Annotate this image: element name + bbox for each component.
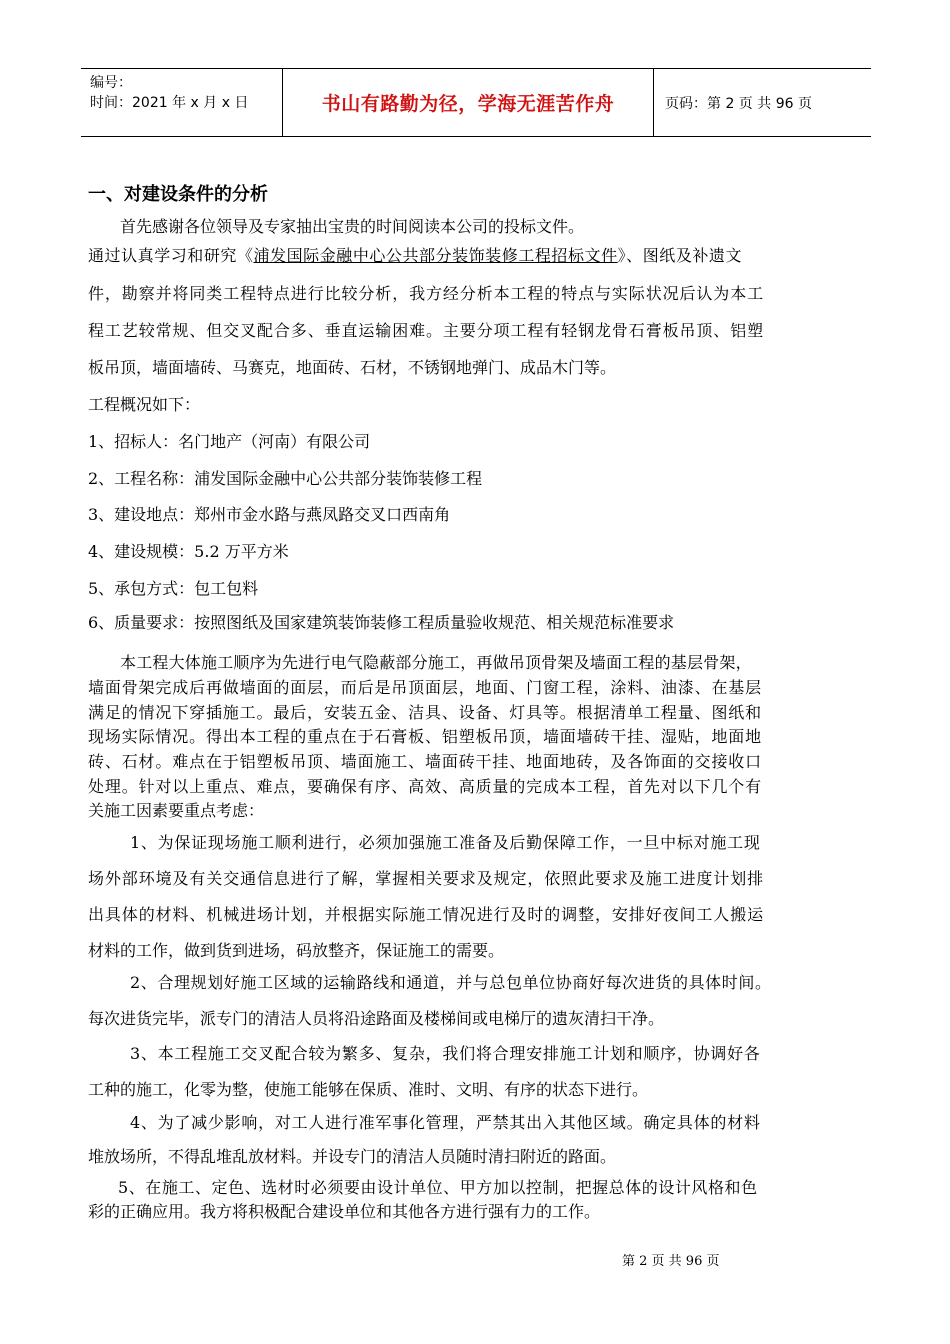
paragraph-line: 每次进货完毕，派专门的清洁人员将沿途路面及楼梯间或电梯厅的遗灰清扫干净。 xyxy=(88,1009,665,1028)
document-number-label: 编号： xyxy=(90,75,132,91)
paragraph-line: 满足的情况下穿插施工。最后，安装五金、洁具、设备、灯具等。根据清单工程量、图纸和 xyxy=(88,703,763,722)
paragraph-line: 出具体的材料、机械进场计划，并根据实际施工情况进行及时的调整，安排好夜间工人搬运 xyxy=(88,905,765,924)
overview-item: 3、建设地点：郑州市金水路与燕凤路交叉口西南角 xyxy=(88,505,451,524)
overview-item: 1、招标人：名门地产（河南）有限公司 xyxy=(88,432,371,451)
document-header xyxy=(81,68,871,137)
header-page-info: 页码：第 2 页 共 96 页 xyxy=(665,95,812,112)
paragraph-line: 关施工因素要重点考虑： xyxy=(88,801,265,820)
paragraph-line: 墙面骨架完成后再做墙面的面层，而后是吊顶面层，地面、门窗工程，涂料、油漆、在基层 xyxy=(88,678,763,697)
paragraph-line: 2、合理规划好施工区域的运输路线和通道，并与总包单位协商好每次进货的具体时间。 xyxy=(130,973,772,992)
paragraph-line: 砖、石材。难点在于铝塑板吊顶、墙面施工、墙面砖干挂、地面地砖，及各饰面的交接收口 xyxy=(88,752,763,771)
overview-item: 2、工程名称：浦发国际金融中心公共部分装饰装修工程 xyxy=(88,469,483,488)
paragraph-line: 3、本工程施工交叉配合较为繁多、复杂，我们将合理安排施工计划和顺序，协调好各 xyxy=(130,1044,761,1063)
paragraph-line: 材料的工作，做到货到进场，码放整齐，保证施工的需要。 xyxy=(88,941,505,960)
paragraph-line: 现场实际情况。得出本工程的重点在于石膏板、铝塑板吊顶，墙面墙砖干挂、湿贴，地面地 xyxy=(88,727,763,746)
overview-item: 4、建设规模：5.2 万平方米 xyxy=(88,542,289,561)
paragraph-line: 件，勘察并将同类工程特点进行比较分析，我方经分析本工程的特点与实际状况后认为本工 xyxy=(88,284,765,303)
header-motto: 书山有路勤为径，学海无涯苦作舟 xyxy=(283,69,654,136)
paragraph-line: 堆放场所，不得乱堆乱放材料。并设专门的清洁人员随时清扫附近的路面。 xyxy=(88,1147,617,1166)
paragraph-line: 1、为保证现场施工顺利进行，必须加强施工准备及后勤保障工作，一旦中标对施工现 xyxy=(130,833,761,852)
tender-document-title: 浦发国际金融中心公共部分装饰装修工程招标文件 xyxy=(253,246,618,265)
paragraph-line: 处理。针对以上重点、难点，要确保有序、高效、高质量的完成本工程，首先对以下几个有 xyxy=(88,777,763,796)
overview-item: 5、承包方式：包工包料 xyxy=(88,579,259,598)
overview-title: 工程概况如下： xyxy=(88,395,201,414)
intro-paragraph: 首先感谢各位领导及专家抽出宝贵的时间阅读本公司的投标文件。 xyxy=(120,217,585,236)
paragraph-line: 5、在施工、定色、选材时必须要由设计单位、甲方加以控制，把握总体的设计风格和色 xyxy=(118,1178,758,1197)
section-title: 一、对建设条件的分析 xyxy=(88,184,268,205)
page-footer: 第 2 页 共 96 页 xyxy=(622,1254,720,1269)
paragraph-line: 程工艺较常规、但交叉配合多、垂直运输困难。主要分项工程有轻钢龙骨石膏板吊顶、铝塑 xyxy=(88,321,765,340)
document-time-label: 时间：2021 年 x 月 x 日 xyxy=(90,95,249,111)
paragraph-line: 板吊顶，墙面墙砖、马赛克，地面砖、石材，不锈钢地弹门、成品木门等。 xyxy=(88,358,617,377)
paragraph-line: 4、为了减少影响，对工人进行准军事化管理，严禁其出入其他区域。确定具体的材料 xyxy=(130,1113,761,1132)
paragraph-line: 场外部环境及有关交通信息进行了解，掌握相关要求及规定，依照此要求及施工进度计划排 xyxy=(88,869,765,888)
text-fragment: 通过认真学习和研究《 xyxy=(88,246,254,265)
paragraph-line: 彩的正确应用。我方将积极配合建设单位和其他各方进行强有力的工作。 xyxy=(88,1202,601,1221)
paragraph-line: 本工程大体施工顺序为先进行电气隐蔽部分施工，再做吊顶骨架及墙面工程的基层骨架， xyxy=(120,653,752,672)
overview-item: 6、质量要求：按照图纸及国家建筑装饰装修工程质量验收规范、相关规范标准要求 xyxy=(88,613,675,632)
header-meta-cell xyxy=(81,69,283,136)
paragraph-line xyxy=(88,243,742,266)
text-fragment: 》、图纸及补遗文 xyxy=(617,246,743,265)
paragraph-line: 工种的施工，化零为整，使施工能够在保质、准时、文明、有序的状态下进行。 xyxy=(88,1080,649,1099)
